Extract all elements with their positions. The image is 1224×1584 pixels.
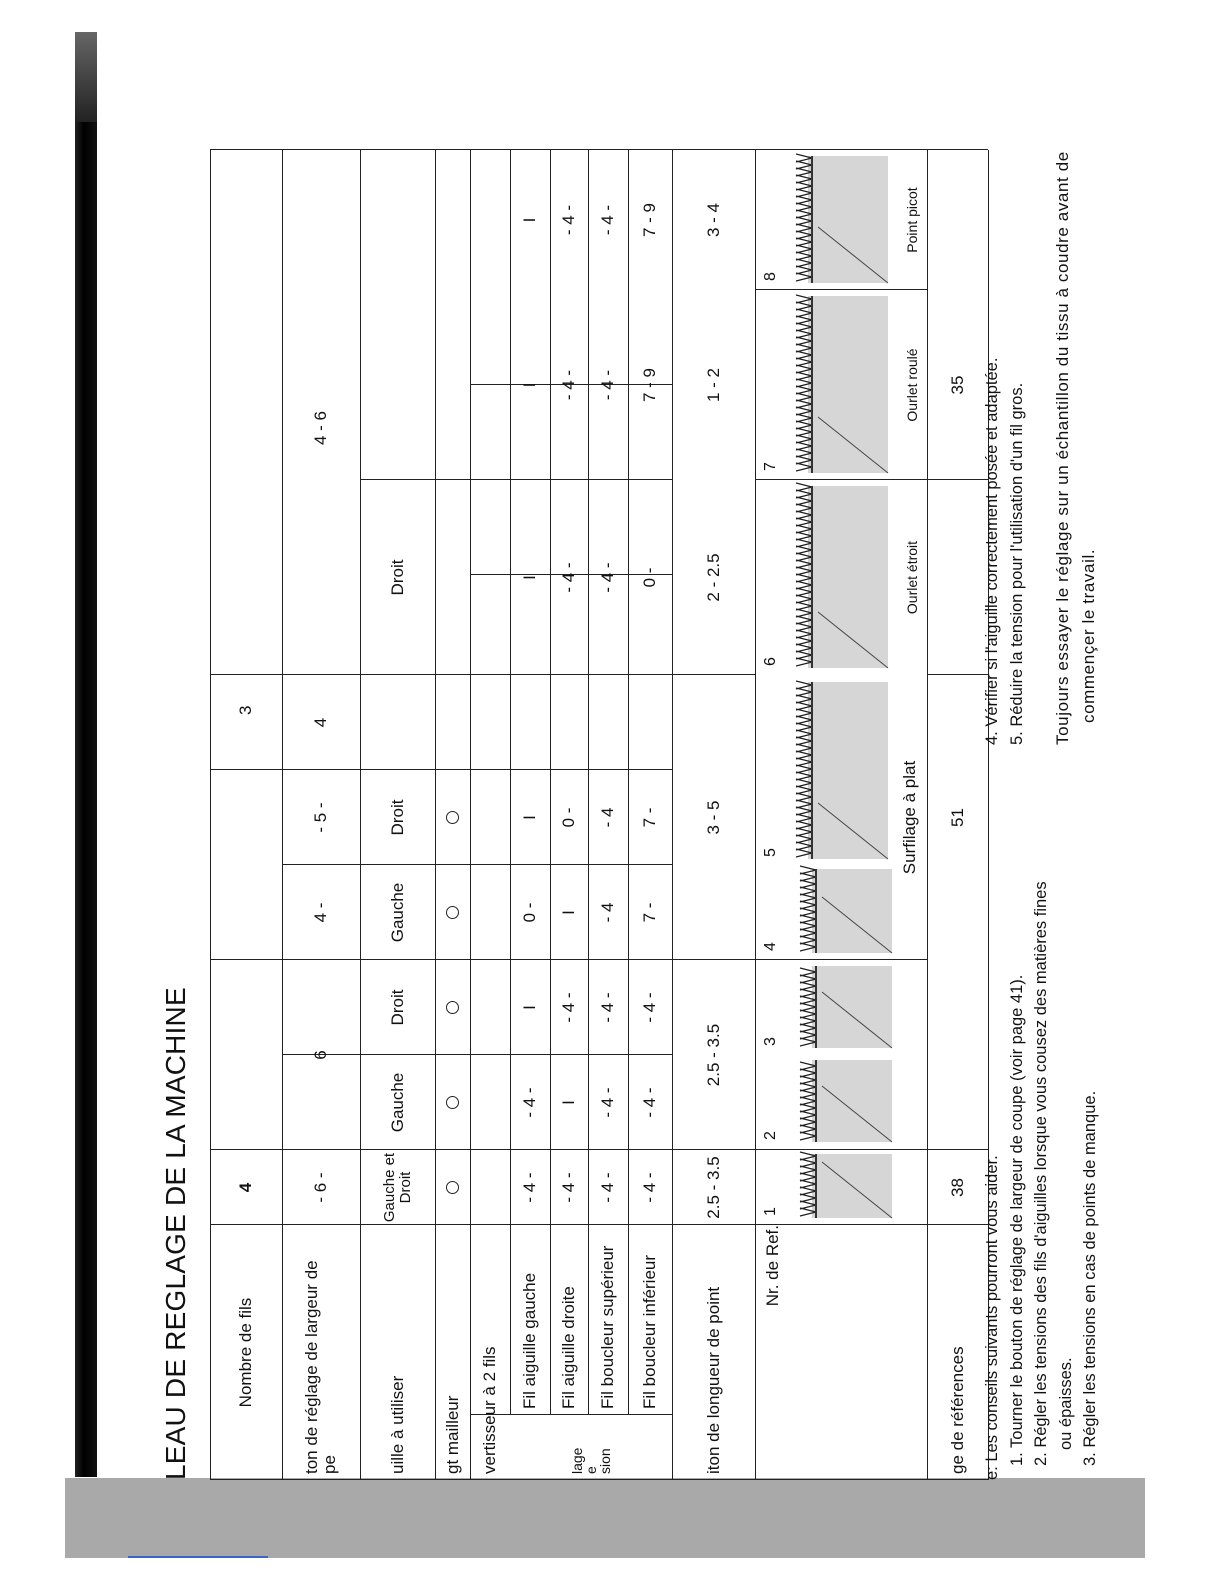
stitch-length-4: 2 - 2.5 — [703, 553, 723, 602]
scan-binding-edge-top — [75, 32, 97, 122]
upper-looper-value: - 4 — [598, 902, 618, 923]
caption-flatlock: Surfilage à plat — [900, 760, 920, 875]
circle-mark-icon — [446, 1096, 459, 1109]
needle-3: Droit — [387, 989, 407, 1026]
ref-number: 2 — [762, 1131, 779, 1140]
stitch-illustration-7 — [778, 292, 898, 477]
cut-width-2: 6 — [311, 1050, 331, 1060]
upper-looper-value: - 4 - — [598, 1172, 618, 1203]
row-label-tension-group — [510, 1415, 672, 1480]
thread-count-3: 3 — [236, 705, 256, 715]
row-label-right-needle: Fil aiguille droite — [559, 1286, 579, 1409]
upper-looper-value: - 4 - — [598, 992, 618, 1023]
right-needle-value: - 4 - — [559, 204, 579, 236]
left-needle-value: - 4 - — [520, 1172, 540, 1203]
note-5: 5. Réduire la tension pour l'utilisation d'un fil gros. — [1007, 382, 1026, 745]
tension-group-line3: sion — [597, 1448, 613, 1474]
stitch-length-5: 1 - 2 — [703, 367, 723, 403]
thread-count-4: 4 — [236, 1182, 256, 1193]
cut-width-3: 4 - — [311, 902, 331, 923]
row-label-cut-width-line2: pe — [320, 1455, 339, 1474]
note-2a: 2. Régler les tensions des fils d'aiguilles lorsque vous cousez des matières fines — [1032, 881, 1050, 1466]
lower-looper-value: 7 - 9 — [640, 367, 660, 403]
lower-looper-value: 7 - 9 — [640, 202, 660, 238]
row-label-cut-width — [282, 1225, 360, 1480]
stitch-finger-mark-5 — [435, 770, 470, 865]
needle-6: Droit — [387, 559, 407, 596]
tip-line-1: Toujours essayer le réglage sur un échantillon du tissu à coudre avant de — [1053, 151, 1072, 745]
right-needle-value: 0 - — [559, 807, 579, 828]
row-label-cut-width-line1: ton de réglage de largeur de — [302, 1260, 322, 1474]
stitch-length-1: 2.5 - 3.5 — [703, 1156, 723, 1219]
left-needle-value: I — [520, 575, 540, 580]
circle-mark-icon — [446, 811, 459, 824]
row-label-stitch-length: iton de longueur de point — [703, 1286, 723, 1474]
stitch-illustration-4 — [782, 865, 902, 957]
circle-mark-icon — [446, 1181, 459, 1194]
cut-width-4: - 5 - — [311, 802, 331, 833]
upper-looper-value: - 4 - — [598, 369, 618, 401]
row-label-left-needle: Fil aiguille gauche — [520, 1272, 540, 1409]
ref-number: 4 — [762, 942, 779, 951]
page-ref-51: 51 — [947, 808, 967, 827]
lower-looper-value: - 4 - — [640, 992, 660, 1023]
stitch-length-2: 2.5 - 3.5 — [703, 1023, 723, 1087]
stitch-illustration-3 — [782, 962, 902, 1052]
note-4: 4. Vérifier si l'aiguille correctement posée et adaptée. — [983, 357, 1001, 745]
note-3: 3. Régler les tensions en cas de points de manque. — [1081, 1090, 1099, 1466]
needle-4: Gauche — [387, 882, 407, 943]
needle-5: Droit — [387, 799, 407, 836]
lower-looper-value: 7 - — [640, 902, 660, 923]
scan-bottom-band — [65, 1478, 1145, 1558]
notes-right — [980, 25, 1029, 745]
right-needle-value: I — [559, 910, 579, 915]
fabric-shape — [808, 156, 888, 283]
stitch-finger-mark-4 — [435, 865, 470, 960]
fabric-shape — [812, 1060, 892, 1142]
scan-binding-edge — [75, 32, 97, 1477]
row-label-threads: Nombre de fils — [236, 1297, 256, 1408]
left-needle-value: I — [520, 382, 540, 388]
note-1: 1. Tourner le bouton de réglage de largeur de coupe (voir page 41). — [1007, 974, 1026, 1466]
cut-width-5: 4 — [311, 717, 331, 728]
tip-line-2: commençer le travail. — [1079, 548, 1098, 723]
fabric-shape — [808, 682, 888, 859]
lower-looper-value: 0 - — [640, 567, 660, 588]
right-needle-value: - 4 - — [559, 369, 579, 401]
stitch-illustration-6 — [778, 482, 898, 672]
left-needle-value: I — [520, 1005, 540, 1010]
page-title: LEAU DE REGLAGE DE LA MACHINE — [160, 987, 191, 1480]
caption-picot: Point picot — [903, 187, 920, 253]
row-label-ref-nr: Nr. de Ref. — [763, 1225, 783, 1307]
ref-number: 1 — [762, 1207, 779, 1216]
upper-looper-value: - 4 — [598, 807, 618, 828]
fabric-shape — [808, 296, 888, 473]
ref-number: 7 — [762, 462, 779, 471]
notes-tip — [1050, 25, 1102, 745]
rotated-page — [160, 40, 1160, 1480]
row-label-upper-looper: Fil boucleur supérieur — [598, 1245, 618, 1409]
stitch-length-3: 3 - 5 — [703, 800, 723, 835]
left-needle-value: - 4 - — [520, 1087, 540, 1118]
stitch-illustration-5 — [778, 678, 898, 863]
lower-looper-value: - 4 - — [640, 1172, 660, 1203]
stitch-finger-mark-1 — [435, 1150, 470, 1225]
note-intro: e: Les conseils suivants pourront vous aider. — [983, 1155, 1001, 1480]
row-label-needle: uille à utiliser — [387, 1375, 407, 1474]
caption-narrow-hem: Ourlet étroit — [903, 540, 920, 615]
stitch-illustration-1 — [782, 1150, 902, 1222]
right-needle-value: - 4 - — [559, 562, 579, 593]
tension-group-line1: lage — [569, 1447, 585, 1474]
stitch-length-6: 3 - 4 — [703, 202, 723, 238]
left-needle-value: 0 - — [520, 902, 540, 923]
lower-looper-value: - 4 - — [640, 1087, 660, 1118]
left-needle-value: I — [520, 217, 540, 223]
caption-rolled-hem: Ourlet roulé — [903, 348, 920, 422]
note-2b: ou épaisses. — [1056, 1357, 1075, 1450]
tension-group-line2: e — [583, 1466, 599, 1474]
needle-1: Gauche et Droit — [380, 1152, 414, 1223]
stitch-finger-mark-3 — [435, 960, 470, 1055]
upper-looper-value: - 4 - — [598, 1087, 618, 1118]
needle-2: Gauche — [387, 1072, 407, 1133]
cut-width-6: 4 - 6 — [311, 410, 331, 445]
row-label-stitch-finger: gt mailleur — [442, 1395, 462, 1474]
stitch-finger-mark-2 — [435, 1055, 470, 1150]
lower-looper-value: 7 - — [640, 807, 660, 828]
stitch-illustration-8 — [778, 152, 898, 287]
left-needle-value: I — [520, 815, 540, 820]
right-needle-value: - 4 - — [559, 1172, 579, 1203]
ref-number: 5 — [762, 848, 779, 857]
ref-number: 3 — [762, 1037, 779, 1046]
row-label-page-refs: ge de références — [947, 1346, 967, 1474]
right-needle-value: - 4 - — [559, 992, 579, 1023]
ref-number: 6 — [762, 657, 779, 666]
fabric-shape — [812, 869, 892, 953]
cut-width-1: - 6 - — [311, 1172, 331, 1203]
upper-looper-value: - 4 - — [598, 204, 618, 236]
right-needle-value: I — [559, 1100, 579, 1105]
fabric-shape — [812, 966, 892, 1048]
upper-looper-value: - 4 - — [598, 562, 618, 593]
scan-blue-line — [128, 1556, 268, 1558]
row-label-converter: vertisseur à 2 fils — [480, 1346, 500, 1474]
row-label-lower-looper: Fil boucleur inférieur — [640, 1254, 660, 1409]
circle-mark-icon — [446, 906, 459, 919]
stitch-illustration-2 — [782, 1056, 902, 1146]
page-ref-35: 35 — [947, 375, 967, 395]
ref-number: 8 — [762, 272, 779, 281]
page-ref-38: 38 — [947, 1178, 967, 1197]
circle-mark-icon — [446, 1001, 459, 1014]
fabric-shape — [808, 486, 888, 668]
